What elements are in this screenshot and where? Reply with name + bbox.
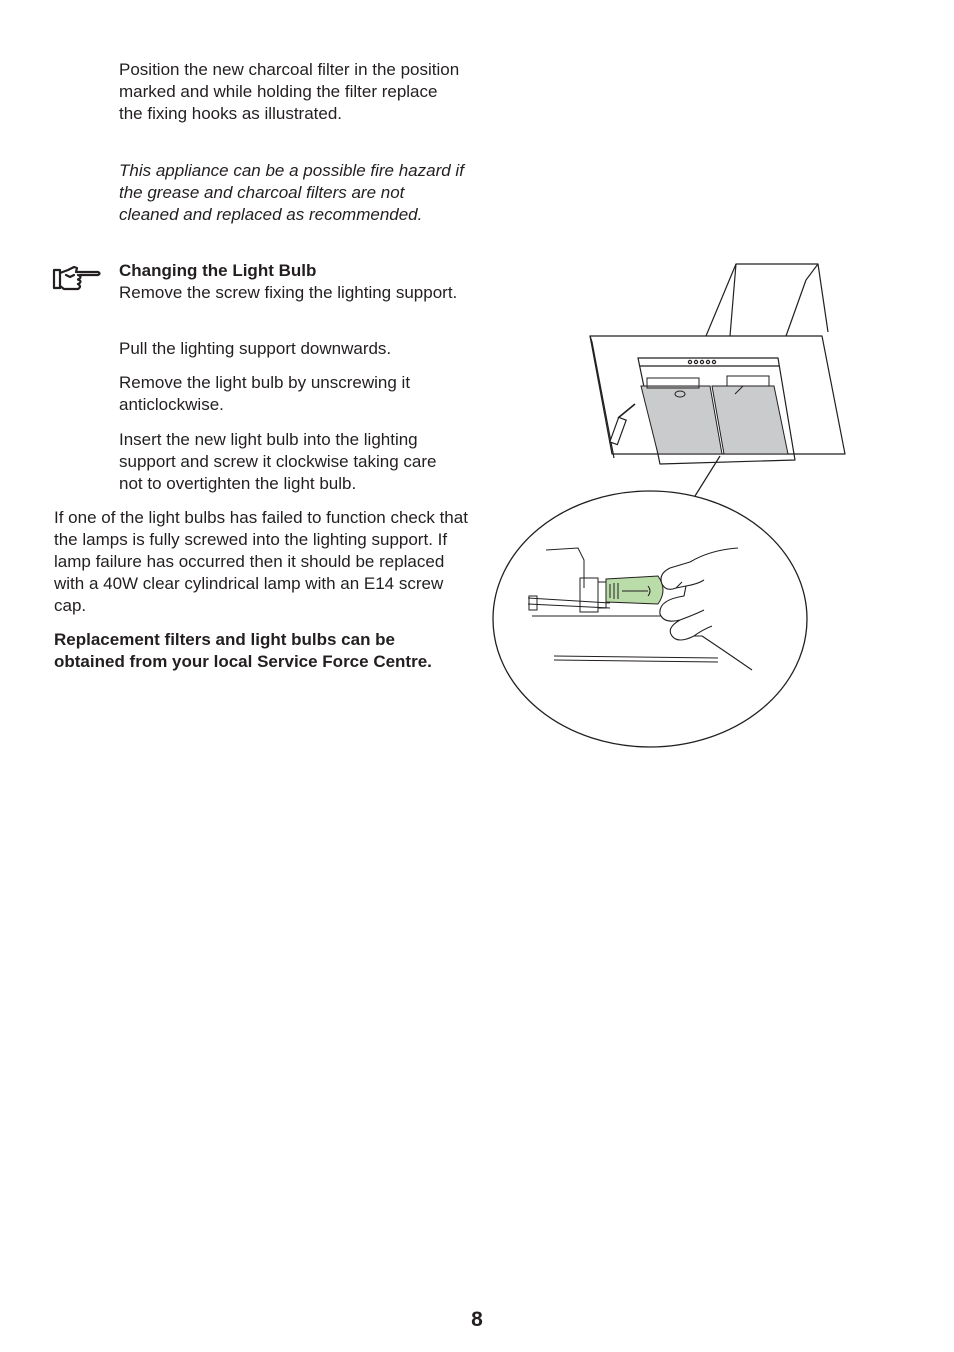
pull-support-text: Pull the lighting support downwards. — [119, 339, 392, 358]
remove-screw-text: Remove the screw fixing the lighting support. — [119, 283, 458, 302]
light-bulb-heading: Changing the Light Bulb — [119, 261, 317, 280]
pointing-hand-icon — [52, 264, 102, 294]
cooker-hood-light-bulb-illustration — [490, 258, 850, 753]
filter-position-text: Position the new charcoal filter in the position marked and while holding the filter replace the fixing hooks as illustrated. — [119, 60, 460, 123]
replacement-note: Replacement filters and light bulbs can be obtained from your local Service Force Centre. — [54, 630, 432, 671]
bulb-failure-text: If one of the light bulbs has failed to function check that the lamps is fully screwed into the lighting support. If lamp failure has occurred then it should be replaced with a 40W clear cylindrical lamp with an E14 screw cap. — [54, 508, 468, 615]
remove-bulb-text: Remove the light bulb by unscrewing it anticlockwise. — [119, 373, 411, 414]
light-bulb-section — [119, 260, 464, 304]
insert-bulb-text: Insert the new light bulb into the lighting support and screw it clockwise taking care not to overtighten the light bulb. — [119, 430, 437, 493]
fire-hazard-warning: This appliance can be a possible fire hazard if the grease and charcoal filters are not cleaned and replaced as recommended. — [119, 161, 464, 224]
page-number: 8 — [471, 1308, 483, 1331]
